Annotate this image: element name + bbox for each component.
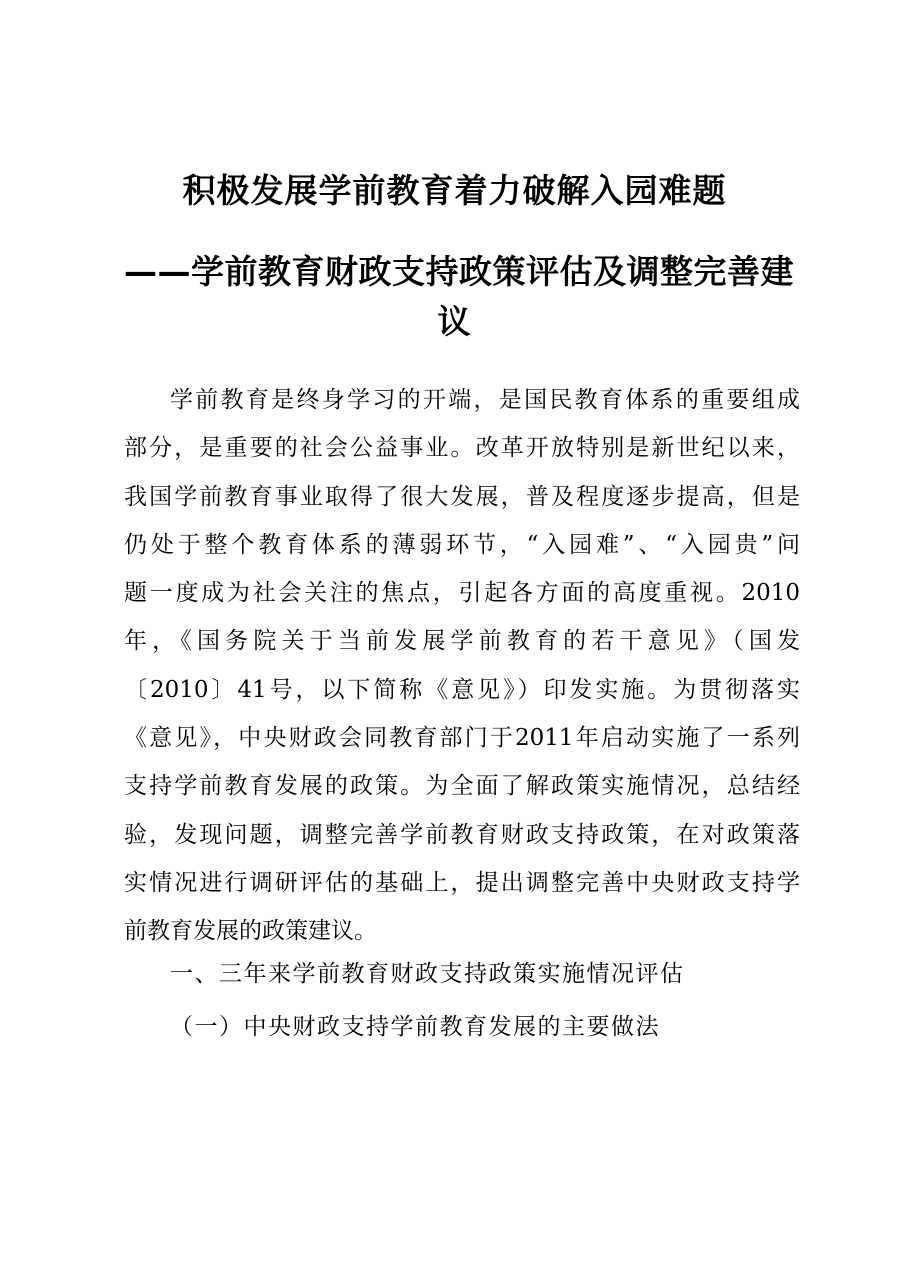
- paragraph-line: 〔2010〕41号，以下简称《意见》）印发实施。为贯彻落实: [124, 676, 800, 703]
- subsection-heading-1: （一）中央财政支持学前教育发展的主要做法: [170, 1014, 660, 1040]
- paragraph-line: 验，发现问题，调整完善学前教育财政支持政策，在对政策落: [124, 821, 800, 848]
- document-subtitle-line-1: ——学前教育财政支持政策评估及调整完善建: [124, 252, 794, 291]
- paragraph-line: 《意见》，中央财政会同教育部门于2011年启动实施了一系列: [124, 725, 800, 752]
- section-heading-1: 一、三年来学前教育财政支持政策实施情况评估: [170, 961, 685, 987]
- document-title: 积极发展学前教育着力破解入园难题: [182, 171, 727, 210]
- paragraph-line: 年，《国务院关于当前发展学前教育的若干意见》（国发: [124, 628, 800, 655]
- paragraph-line: 支持学前教育发展的政策。为全面了解政策实施情况，总结经: [124, 773, 800, 800]
- paragraph-line: 仍处于整个教育体系的薄弱环节，“入园难”、“入园贵”问: [124, 531, 800, 558]
- paragraph-line: 我国学前教育事业取得了很大发展，普及程度逐步提高，但是: [124, 483, 800, 510]
- intro-paragraph: [124, 376, 800, 956]
- paragraph-line: 学前教育是终身学习的开端，是国民教育体系的重要组成: [170, 387, 800, 413]
- paragraph-line: 前教育发展的政策建议。: [124, 918, 377, 945]
- document-subtitle-line-2: 议: [437, 302, 472, 341]
- paragraph-line: 实情况进行调研评估的基础上，提出调整完善中央财政支持学: [124, 869, 800, 896]
- paragraph-line: 题一度成为社会关注的焦点，引起各方面的高度重视。2010: [124, 580, 800, 607]
- paragraph-line: 部分，是重要的社会公益事业。改革开放特别是新世纪以来，: [124, 435, 800, 462]
